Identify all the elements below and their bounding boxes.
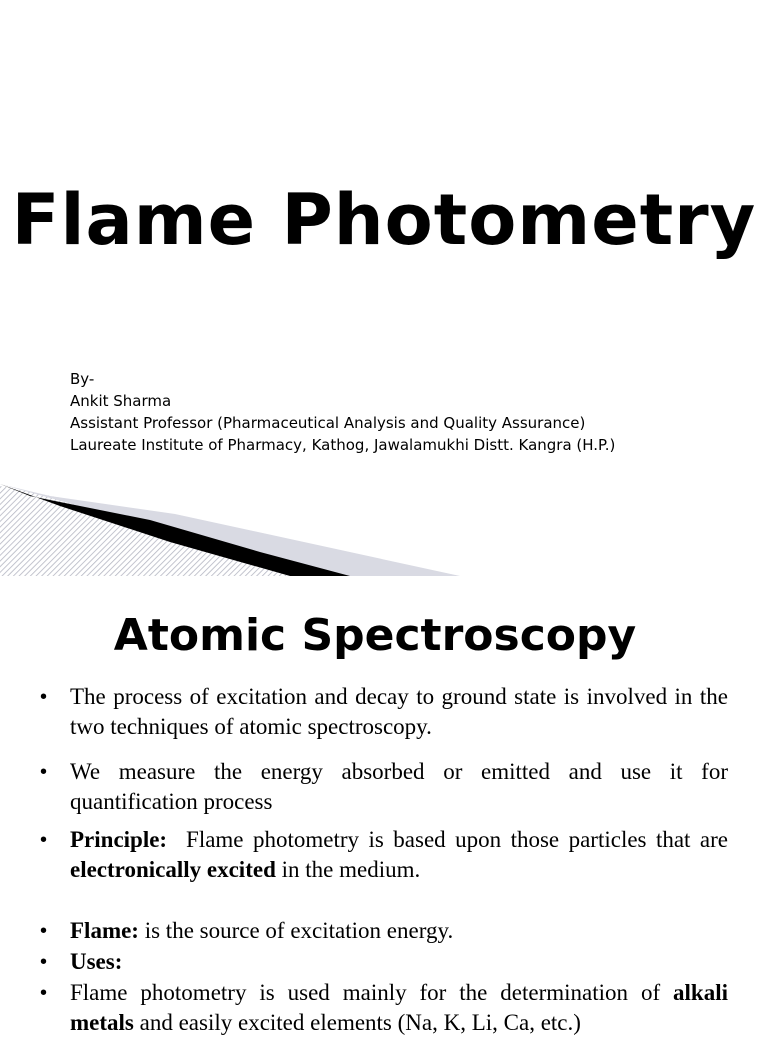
bullet-lead: Flame:: [70, 918, 139, 943]
list-item: [40, 825, 734, 885]
bullet-text: and easily excited elements (Na, K, Li, Ca, etc.): [133, 1010, 581, 1035]
bullet-icon: •: [40, 920, 48, 942]
list-item: [40, 916, 728, 946]
list-item: [40, 682, 728, 742]
bullet-text: in the medium.: [275, 857, 421, 882]
byline-prefix: By-: [70, 370, 95, 388]
bullet-icon: •: [40, 761, 48, 783]
bullet-text: We measure the energy absorbed or emitted and use it for quantification process: [70, 759, 728, 814]
author-name: Ankit Sharma: [70, 392, 172, 410]
bullet-lead: Uses:: [70, 949, 123, 974]
decorative-swoosh: [0, 470, 460, 576]
list-item: [40, 947, 728, 977]
bullet-icon: •: [40, 951, 48, 973]
list-item: [40, 757, 728, 817]
bullet-text: is the source of excitation energy.: [138, 918, 454, 943]
bullet-icon: •: [40, 982, 48, 1004]
bullet-text: The process of excitation and decay to ground state is involved in the two techniques of atomic spectroscopy.: [70, 684, 728, 739]
author-designation: Assistant Professor (Pharmaceutical Analysis and Quality Assurance): [70, 414, 586, 432]
author-institution: Laureate Institute of Pharmacy, Kathog, Jawalamukhi Distt. Kangra (H.P.): [70, 436, 616, 454]
presentation-title: Flame Photometry: [11, 179, 757, 261]
bullet-lead: Principle:: [70, 827, 168, 852]
bullet-emphasis: electronically excited: [70, 857, 276, 882]
bullet-icon: •: [40, 686, 48, 708]
bullet-text: Flame photometry is used mainly for the determination of: [70, 980, 674, 1005]
list-item: [40, 978, 728, 1038]
slide-title: Atomic Spectroscopy: [113, 610, 637, 661]
bullet-text: Flame photometry is based upon those particles that are: [167, 827, 734, 852]
bullet-emphasis: alkali metals: [70, 980, 728, 1035]
bullet-icon: •: [40, 829, 48, 851]
author-byline: [70, 368, 615, 456]
